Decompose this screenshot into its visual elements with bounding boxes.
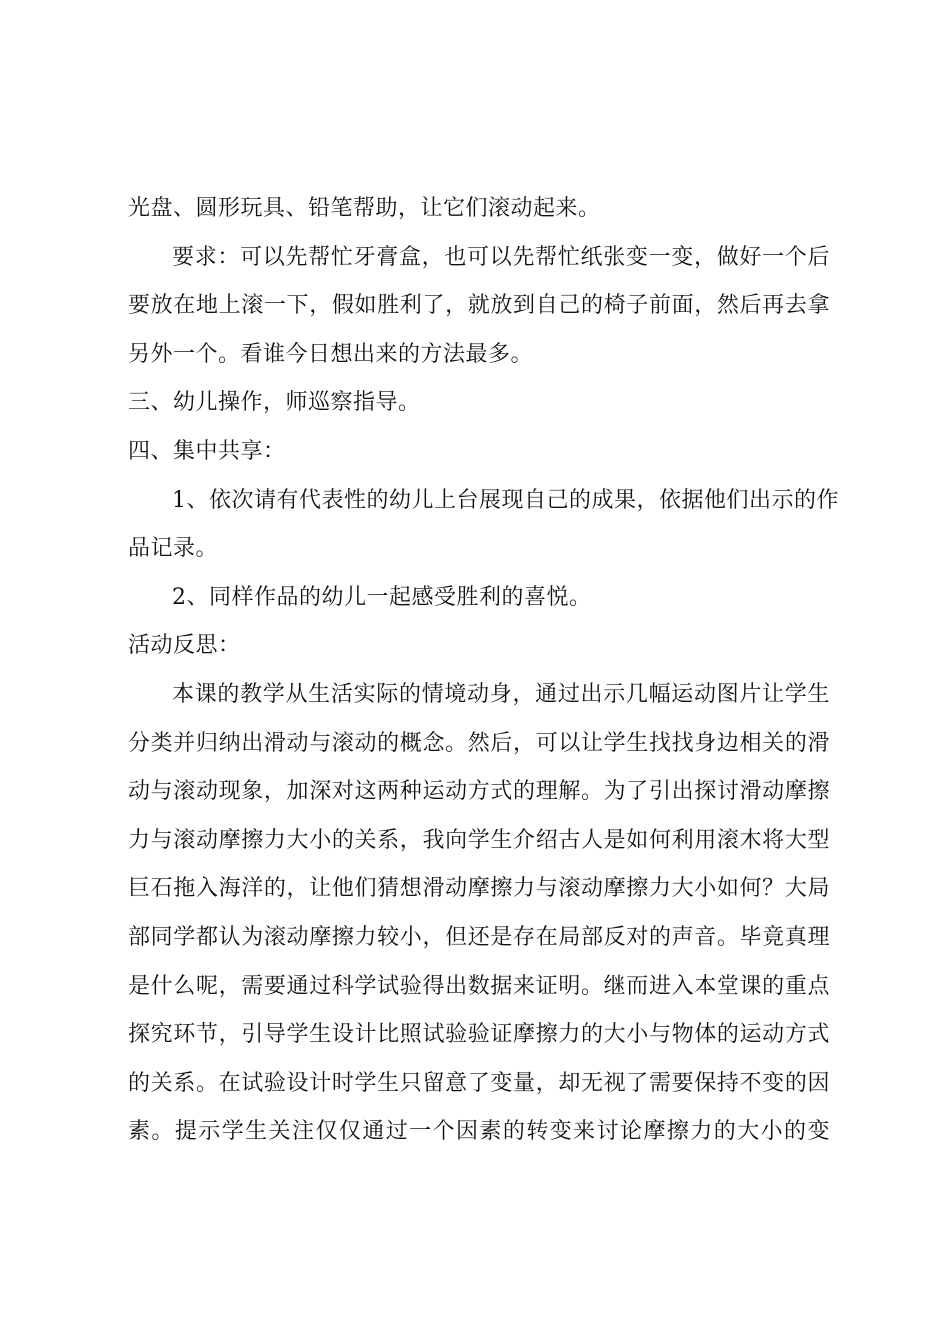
paragraph-line: 动与滚动现象，加深对这两种运动方式的理解。为了引出探讨滑动摩擦 (128, 779, 830, 805)
paragraph-line: 光盘、圆形玩具、铅笔帮助，让它们滚动起来。 (128, 196, 601, 221)
paragraph-line: 力与滚动摩擦力大小的关系，我向学生介绍古人是如何利用滚木将大型 (128, 827, 830, 853)
paragraph-line: 是什么呢，需要通过科学试验得出数据来证明。继而进入本堂课的重点 (128, 973, 830, 999)
section-heading: 四、集中共享： (128, 438, 286, 464)
paragraph-line: 部同学都认为滚动摩擦力较小，但还是存在局部反对的声音。毕竟真理 (128, 924, 830, 950)
paragraph-line: 要求：可以先帮忙牙膏盒，也可以先帮忙纸张变一变，做好一个后 (172, 244, 830, 270)
paragraph-line: 品记录。 (128, 536, 219, 562)
paragraph-line: 探究环节，引导学生设计比照试验验证摩擦力的大小与物体的运动方式 (128, 1022, 830, 1048)
paragraph-line: 另外一个。看谁今日想出来的方法最多。 (128, 341, 534, 367)
paragraph-line: 分类并归纳出滑动与滚动的概念。然后，可以让学生找找身边相关的滑 (128, 730, 830, 756)
paragraph-line: 的关系。在试验设计时学生只留意了变量，却无视了需要保持不变的因 (128, 1070, 830, 1096)
paragraph-line: 巨石拖入海洋的，让他们猜想滑动摩擦力与滚动摩擦力大小如何？大局 (128, 876, 830, 902)
section-heading: 三、幼儿操作，师巡察指导。 (128, 390, 421, 416)
paragraph-line: 要放在地上滚一下，假如胜利了，就放到自己的椅子前面，然后再去拿 (128, 293, 830, 319)
paragraph-line: 2、同样作品的幼儿一起感受胜利的喜悦。 (172, 584, 592, 610)
paragraph-line: 1、依次请有代表性的幼儿上台展现自己的成果，依据他们出示的作 (172, 487, 839, 513)
section-heading: 活动反思： (128, 633, 241, 659)
document-body (128, 185, 839, 1157)
paragraph-line: 素。提示学生关注仅仅通过一个因素的转变来讨论摩擦力的大小的变 (128, 1119, 830, 1145)
paragraph-line: 本课的教学从生活实际的情境动身，通过出示几幅运动图片让学生 (172, 681, 830, 707)
